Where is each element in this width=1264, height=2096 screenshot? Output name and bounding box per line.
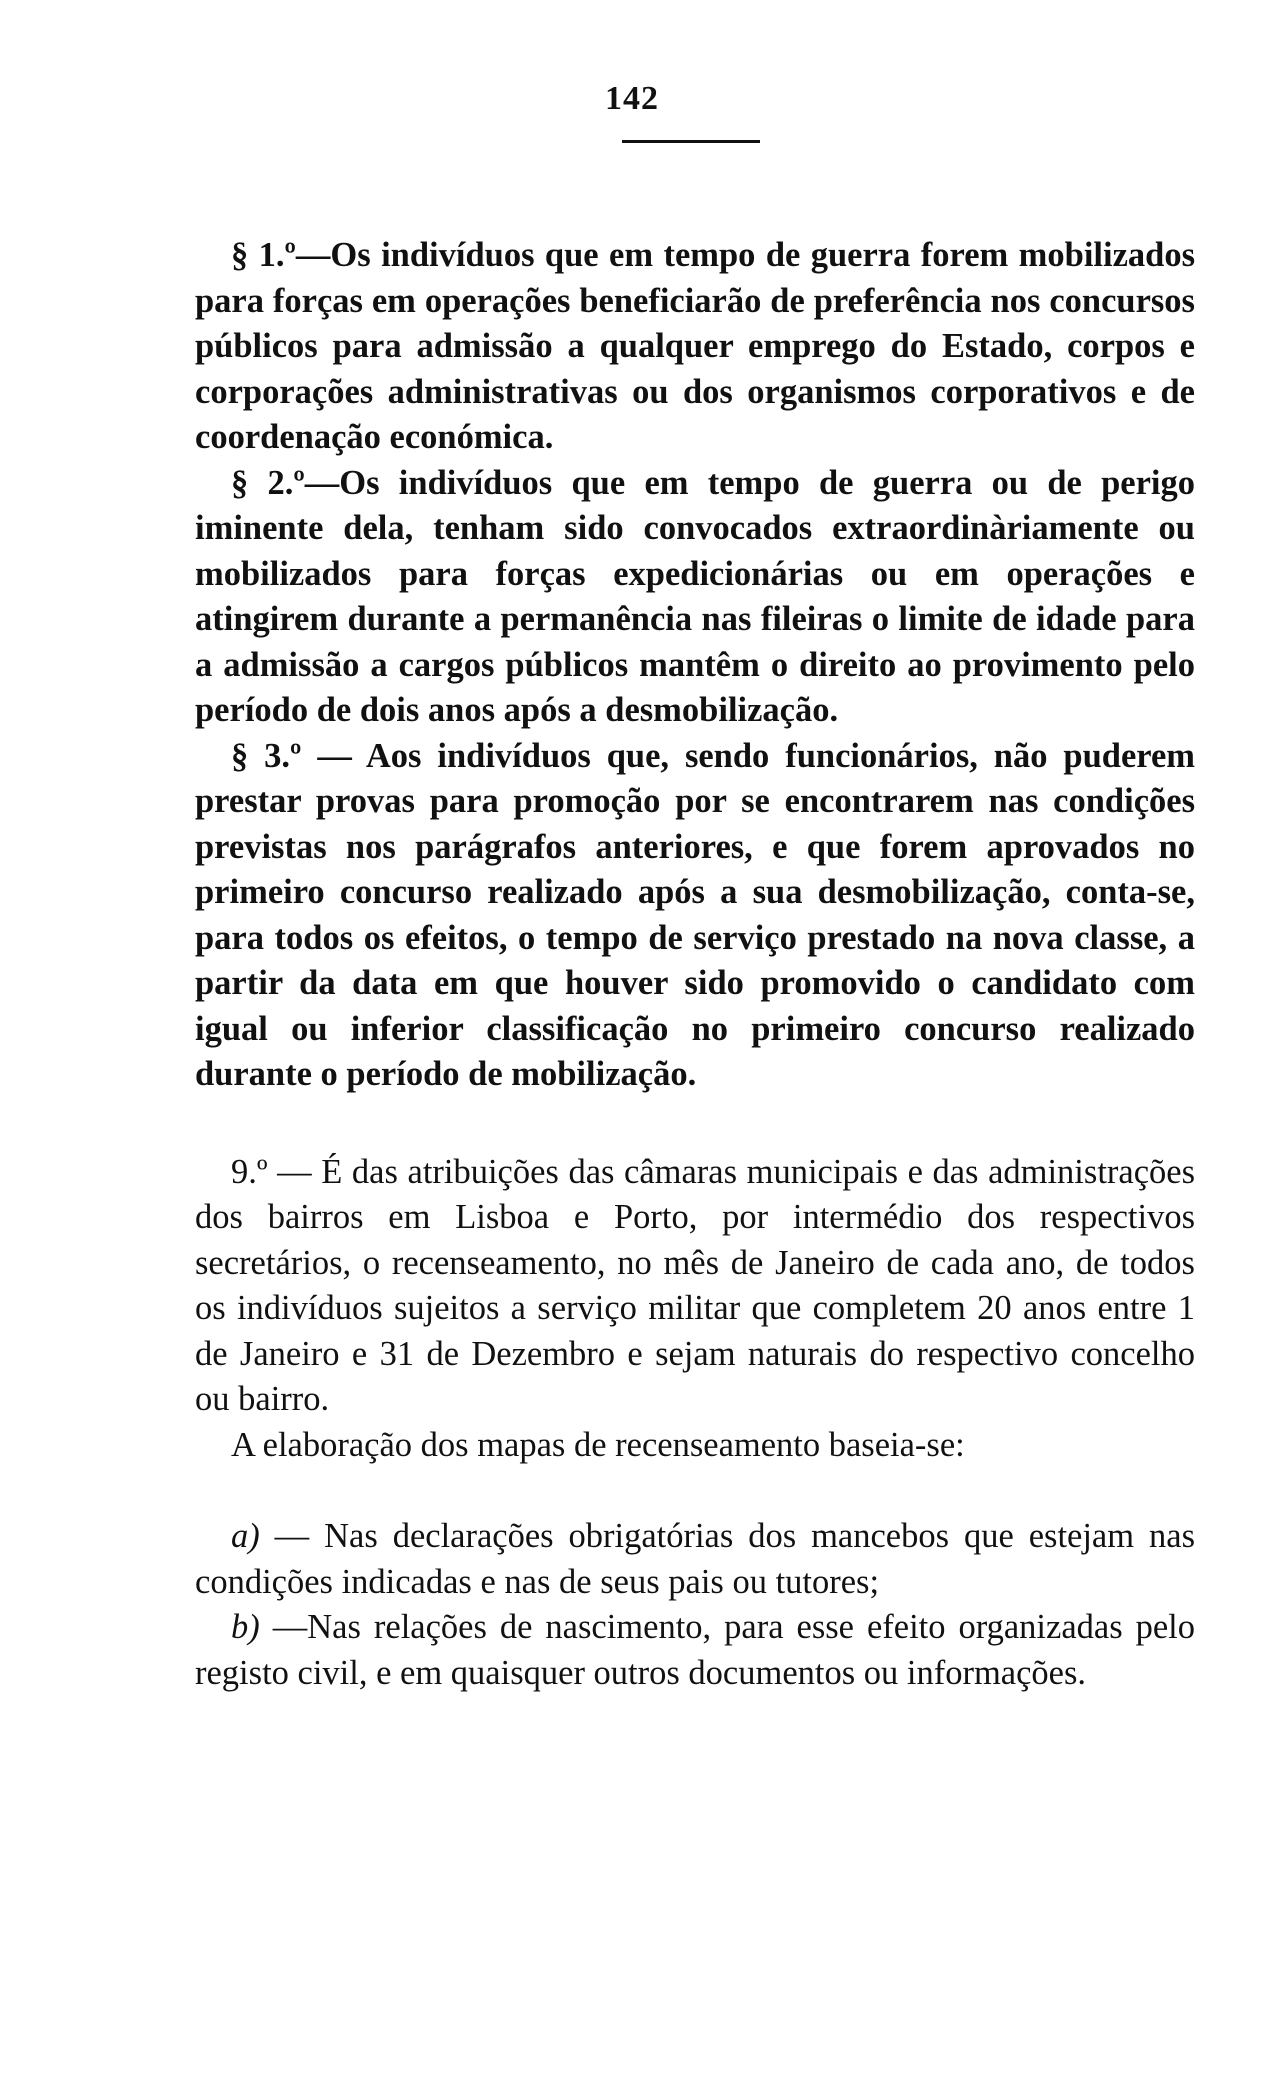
- section-2-dash: —: [304, 463, 340, 502]
- item-a: [195, 1514, 1195, 1605]
- item-b-text: Nas relações de nascimento, para esse efeito organizadas pelo registo civil, e em quaisquer outros documentos ou informações.: [195, 1608, 1196, 1692]
- section-2-label: § 2.º: [231, 463, 305, 502]
- header-rule: [622, 140, 760, 143]
- item-a-dash: —: [259, 1517, 325, 1555]
- article-text: É das atribuições das câmaras municipais e das administrações dos bairros em Lisboa e Porto, por intermédio dos respectivos secretários, o recenseamento, no mês de Janeiro de cada ano, de todos os indivíduos sujeitos a serviço militar que completem 20 anos entre 1 de Janeiro e 31 de Dezembro e sejam naturais do respectivo concelho ou bairro.: [195, 1152, 1196, 1418]
- page-number: 142: [605, 80, 659, 117]
- section-1-dash: —: [295, 236, 331, 274]
- item-b-label: b): [231, 1608, 260, 1646]
- section-1-label: § 1.º: [231, 236, 296, 274]
- section-3-dash: —: [301, 736, 366, 775]
- section-3-text: Aos indivíduos que, sendo funcionários, não puderem prestar provas para promoção por se encontrarem nas condições previstas nos parágrafos anteriores, e que forem aprovados no primeiro concurso realizado após a sua desmobilização, conta-se, para todos os efeitos, o tempo de serviço prestado na nova classe, a partir da data em que houver sido promovido o candidato com igual ou inferior classificação no primeiro concurso realizado durante o período de mobilização.: [195, 736, 1196, 1093]
- article-paragraph: [195, 1150, 1195, 1423]
- article-block: [195, 1150, 1195, 1469]
- article-dash: —: [267, 1152, 322, 1191]
- paragraph-sections: [195, 233, 1195, 1098]
- section-1-text: Os indivíduos que em tempo de guerra forem mobilizados para forças em operações beneficiarão de preferência nos concursos públicos para admissão a qualquer emprego do Estado, corpos e corporações administrativas ou dos organismos corporativos e de coordenação económica.: [195, 236, 1196, 456]
- section-2-text: Os indivíduos que em tempo de guerra ou de perigo iminente dela, tenham sido convocados extraordinàriamente ou mobilizados para forças expedicionárias ou em operações e atingirem durante a permanência nas fileiras o limite de idade para a admissão a cargos públicos mantêm o direito ao provimento pelo período de dois anos após a desmobilização.: [195, 463, 1195, 729]
- section-1-paragraph: [195, 233, 1195, 461]
- section-gap: [195, 1098, 1195, 1150]
- items-block: [195, 1514, 1195, 1696]
- intro-paragraph: A elaboração dos mapas de recenseamento baseia-se:: [231, 1425, 965, 1464]
- section-3-label: § 3.º: [231, 736, 302, 775]
- section-3-paragraph: [195, 734, 1195, 1098]
- item-b: [195, 1605, 1195, 1696]
- item-a-label: a): [231, 1517, 260, 1555]
- item-a-text: Nas declarações obrigatórias dos mancebos que estejam nas condições indicadas e nas de seus pais ou tutores;: [195, 1517, 1196, 1601]
- items-gap: [195, 1468, 1195, 1514]
- page-body: [195, 233, 1195, 1696]
- article-label: 9.º: [231, 1152, 268, 1191]
- item-b-dash: —: [259, 1608, 308, 1646]
- section-2-paragraph: [195, 461, 1195, 734]
